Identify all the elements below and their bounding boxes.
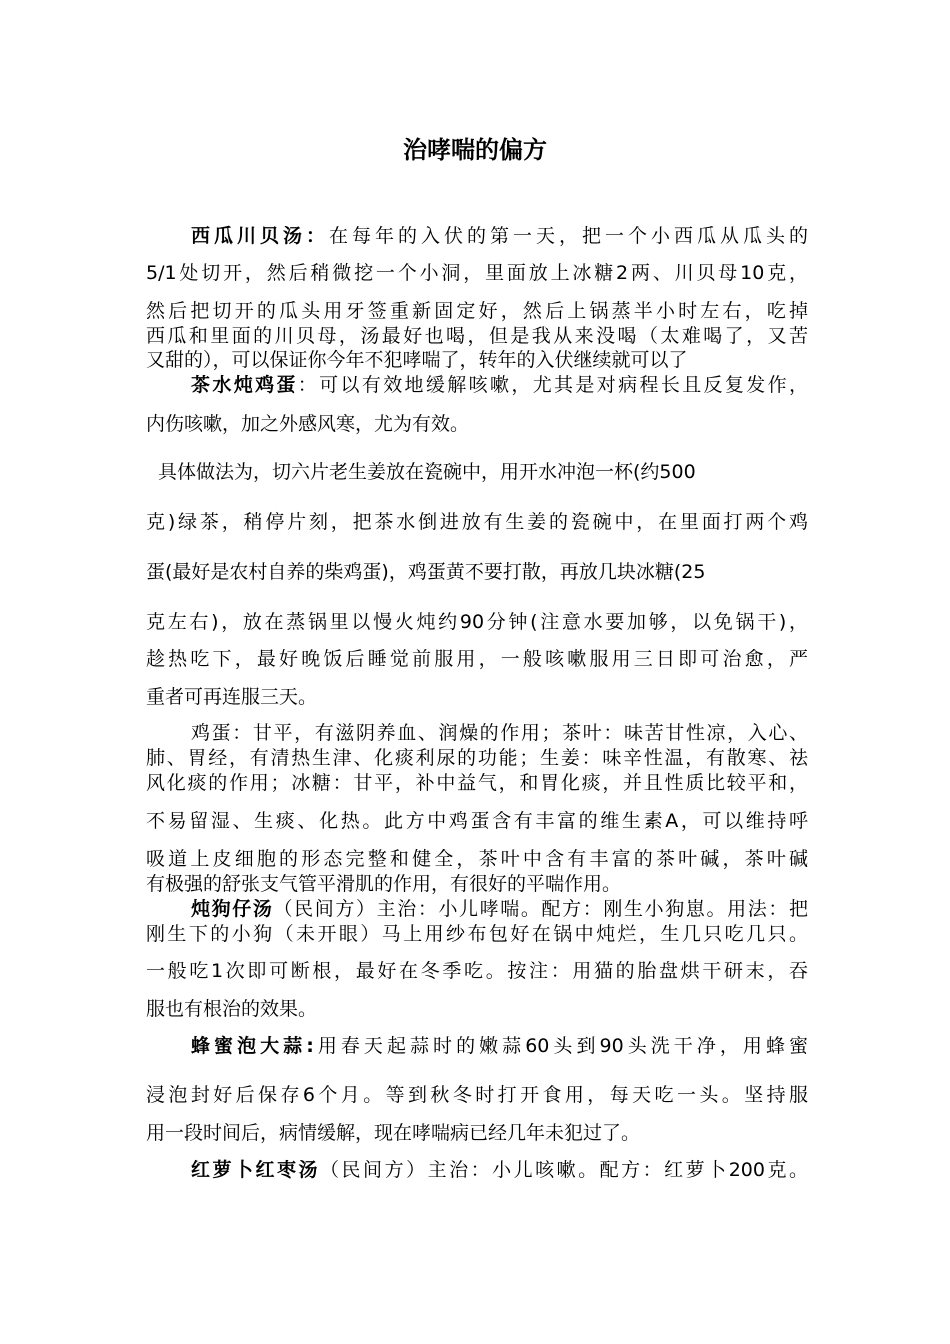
text-line: 克左右)，放在蒸锅里以慢火炖约90分钟(注意水要加够，以免锅干)， [146, 611, 808, 633]
recipe-heading: 炖狗仔汤 [191, 898, 274, 920]
text-line: 服也有根治的效果。 [146, 998, 318, 1020]
text-line: 炖狗仔汤（民间方）主治：小儿哮喘。配方：刚生小狗崽。用法：把 [191, 898, 808, 920]
text-line: 然后把切开的瓜头用牙签重新固定好，然后上锅蒸半小时左右，吃掉 [146, 300, 808, 322]
text-line: 用一段时间后，病情缓解，现在哮喘病已经几年未犯过了。 [146, 1122, 641, 1144]
text-line: 一般吃1次即可断根，最好在冬季吃。按注：用猫的胎盘烘干研末，吞 [146, 960, 808, 982]
text-line: 蜂蜜泡大蒜:用春天起蒜时的嫩蒜60头到90头洗干净，用蜂蜜 [191, 1035, 808, 1057]
text-line: 具体做法为，切六片老生姜放在瓷碗中，用开水冲泡一杯(约500 [158, 461, 696, 483]
text-line: 5/1处切开，然后稍微挖一个小洞，里面放上冰糖2两、川贝母10克， [146, 262, 808, 284]
text-line: 刚生下的小狗（未开眼）马上用纱布包好在锅中炖烂，生几只吃几只。 [146, 923, 808, 945]
recipe-heading: 西瓜川贝汤： [191, 225, 329, 247]
text-line: 肺、胃经，有清热生津、化痰利尿的功能；生姜：味辛性温，有散寒、祛 [146, 747, 808, 769]
text-line: 风化痰的作用；冰糖：甘平，补中益气，和胃化痰，并且性质比较平和， [146, 772, 808, 794]
page-title: 治哮喘的偏方 [403, 136, 547, 164]
text-line: 不易留湿、生痰、化热。此方中鸡蛋含有丰富的维生素A，可以维持呼 [146, 810, 808, 832]
text-line: 趁热吃下，最好晚饭后睡觉前服用，一般咳嗽服用三日即可治愈，严 [146, 648, 808, 670]
recipe-heading: 蜂蜜泡大蒜: [191, 1035, 314, 1057]
text-line: 又甜的），可以保证你今年不犯哮喘了，转年的入伏继续就可以了 [146, 349, 688, 371]
text-line: 红萝卜红枣汤（民间方）主治：小儿咳嗽。配方：红萝卜200克。 [191, 1159, 808, 1181]
text-line: 西瓜川贝汤：在每年的入伏的第一天，把一个小西瓜从瓜头的 [191, 225, 808, 247]
text-line: 有极强的舒张支气管平滑肌的作用，有很好的平喘作用。 [146, 873, 622, 895]
text-line: 鸡蛋：甘平，有滋阴养血、润燥的作用；茶叶：味苦甘性凉，入心、 [191, 722, 808, 744]
text-line: 蛋(最好是农村自养的柴鸡蛋)，鸡蛋黄不要打散，再放几块冰糖(25 [146, 561, 706, 583]
text-line: 西瓜和里面的川贝母，汤最好也喝，但是我从来没喝（太难喝了，又苦 [146, 325, 808, 347]
text-line: 吸道上皮细胞的形态完整和健全，茶叶中含有丰富的茶叶碱，茶叶碱 [146, 848, 808, 870]
text-line: 克)绿茶，稍停片刻，把茶水倒进放有生姜的瓷碗中，在里面打两个鸡 [146, 511, 808, 533]
text-line: 内伤咳嗽，加之外感风寒，尤为有效。 [146, 413, 470, 435]
recipe-heading: 茶水炖鸡蛋 [191, 374, 298, 396]
text-line: 浸泡封好后保存6个月。等到秋冬时打开食用，每天吃一头。坚持服 [146, 1084, 808, 1106]
recipe-heading: 红萝卜红枣汤 [191, 1159, 321, 1181]
text-line: 茶水炖鸡蛋：可以有效地缓解咳嗽，尤其是对病程长且反复发作， [191, 374, 808, 396]
text-line: 重者可再连服三天。 [146, 686, 318, 708]
